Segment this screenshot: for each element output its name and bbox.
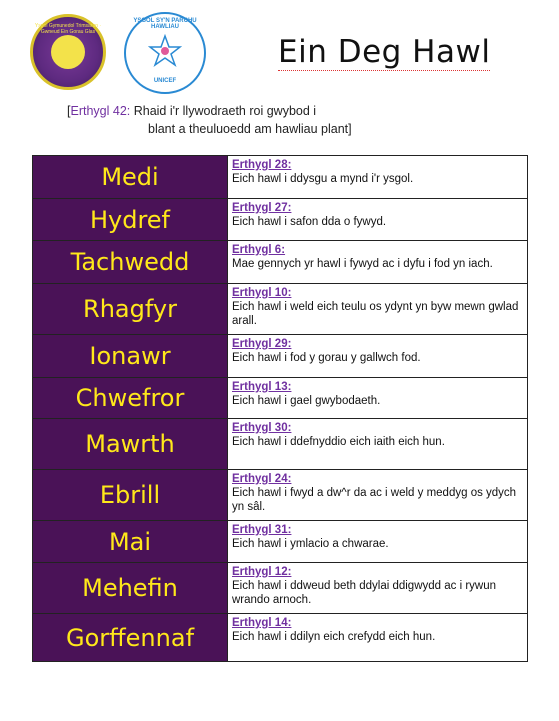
rights-table: [32, 155, 528, 662]
month-cell: Mai: [33, 521, 228, 563]
article-label: Erthygl 6:: [232, 244, 286, 256]
month-cell: Mawrth: [33, 419, 228, 470]
month-cell: Chwefror: [33, 378, 228, 419]
article-label: Erthygl 27:: [232, 202, 292, 214]
month-cell: Ebrill: [33, 470, 228, 521]
unicef-rights-respecting-logo: [124, 12, 206, 94]
star-icon: [148, 34, 182, 68]
subtitle-line1: Rhaid i'r llywodraeth roi gwybod i: [130, 104, 317, 118]
unicef-logo-text-top: YSGOL SY'N PARCHU HAWLIAU: [133, 18, 197, 30]
right-cell: [228, 563, 528, 614]
right-cell: [228, 284, 528, 335]
school-logo-text: Ysgol Gymunedol Trimsaran · Gwneud Ein Gorau Glas: [34, 23, 102, 35]
article-label: Erthygl 12:: [232, 566, 292, 578]
article-label: Erthygl 31:: [232, 524, 292, 536]
month-cell: Mehefin: [33, 563, 228, 614]
right-text: Mae gennych yr hawl i fywyd ac i dyfu i fod yn iach.: [232, 258, 493, 270]
article-label: Erthygl 13:: [232, 381, 292, 393]
table-row: [33, 335, 528, 378]
table-row: [33, 199, 528, 241]
table-row: [33, 470, 528, 521]
right-text: Eich hawl i safon dda o fywyd.: [232, 216, 387, 228]
article-label: Erthygl 30:: [232, 422, 292, 434]
month-cell: Hydref: [33, 199, 228, 241]
table-row: [33, 614, 528, 662]
right-cell: [228, 335, 528, 378]
article-label: Erthygl 29:: [232, 338, 292, 350]
table-row: [33, 241, 528, 284]
right-cell: [228, 614, 528, 662]
subtitle: [Erthygl 42: Rhaid i'r llywodraeth roi gwybod i blant a theuluoedd am hawliau plant]: [67, 102, 427, 138]
article-label: Erthygl 14:: [232, 617, 292, 629]
right-cell: [228, 419, 528, 470]
right-cell: [228, 199, 528, 241]
table-row: [33, 378, 528, 419]
table-row: [33, 419, 528, 470]
month-cell: Tachwedd: [33, 241, 228, 284]
right-text: Eich hawl i ddweud beth ddylai ddigwydd ac i rywun wrando arnoch.: [232, 580, 497, 606]
right-text: Eich hawl i fwyd a dw^r da ac i weld y meddyg os ydych yn sâl.: [232, 487, 517, 513]
right-text: Eich hawl i fod y gorau y gallwch fod.: [232, 352, 421, 364]
subtitle-article: Erthygl 42:: [70, 104, 131, 118]
article-label: Erthygl 10:: [232, 287, 292, 299]
right-cell: [228, 378, 528, 419]
page-title: Ein Deg Hawl: [278, 34, 491, 70]
month-cell: Ionawr: [33, 335, 228, 378]
article-label: Erthygl 28:: [232, 159, 292, 171]
subtitle-line2: blant a theuluoedd am hawliau plant]: [148, 122, 352, 136]
right-text: Eich hawl i ddysgu a mynd i'r ysgol.: [232, 173, 414, 185]
table-row: [33, 563, 528, 614]
school-logo: [30, 14, 106, 90]
article-label: Erthygl 24:: [232, 473, 292, 485]
right-text: Eich hawl i ddefnyddio eich iaith eich hun.: [232, 436, 445, 448]
right-text: Eich hawl i weld eich teulu os ydynt yn byw mewn gwlad arall.: [232, 301, 519, 327]
right-text: Eich hawl i gael gwybodaeth.: [232, 395, 381, 407]
right-cell: [228, 470, 528, 521]
table-row: [33, 156, 528, 199]
right-cell: [228, 156, 528, 199]
month-cell: Gorffennaf: [33, 614, 228, 662]
school-logo-emblem: [51, 35, 85, 69]
table-row: [33, 284, 528, 335]
table-row: [33, 521, 528, 563]
right-text: Eich hawl i ymlacio a chwarae.: [232, 538, 389, 550]
month-cell: Medi: [33, 156, 228, 199]
right-cell: [228, 521, 528, 563]
right-cell: [228, 241, 528, 284]
month-cell: Rhagfyr: [33, 284, 228, 335]
right-text: Eich hawl i ddilyn eich crefydd eich hun.: [232, 631, 436, 643]
unicef-logo-text-bottom: UNICEF: [153, 78, 177, 84]
